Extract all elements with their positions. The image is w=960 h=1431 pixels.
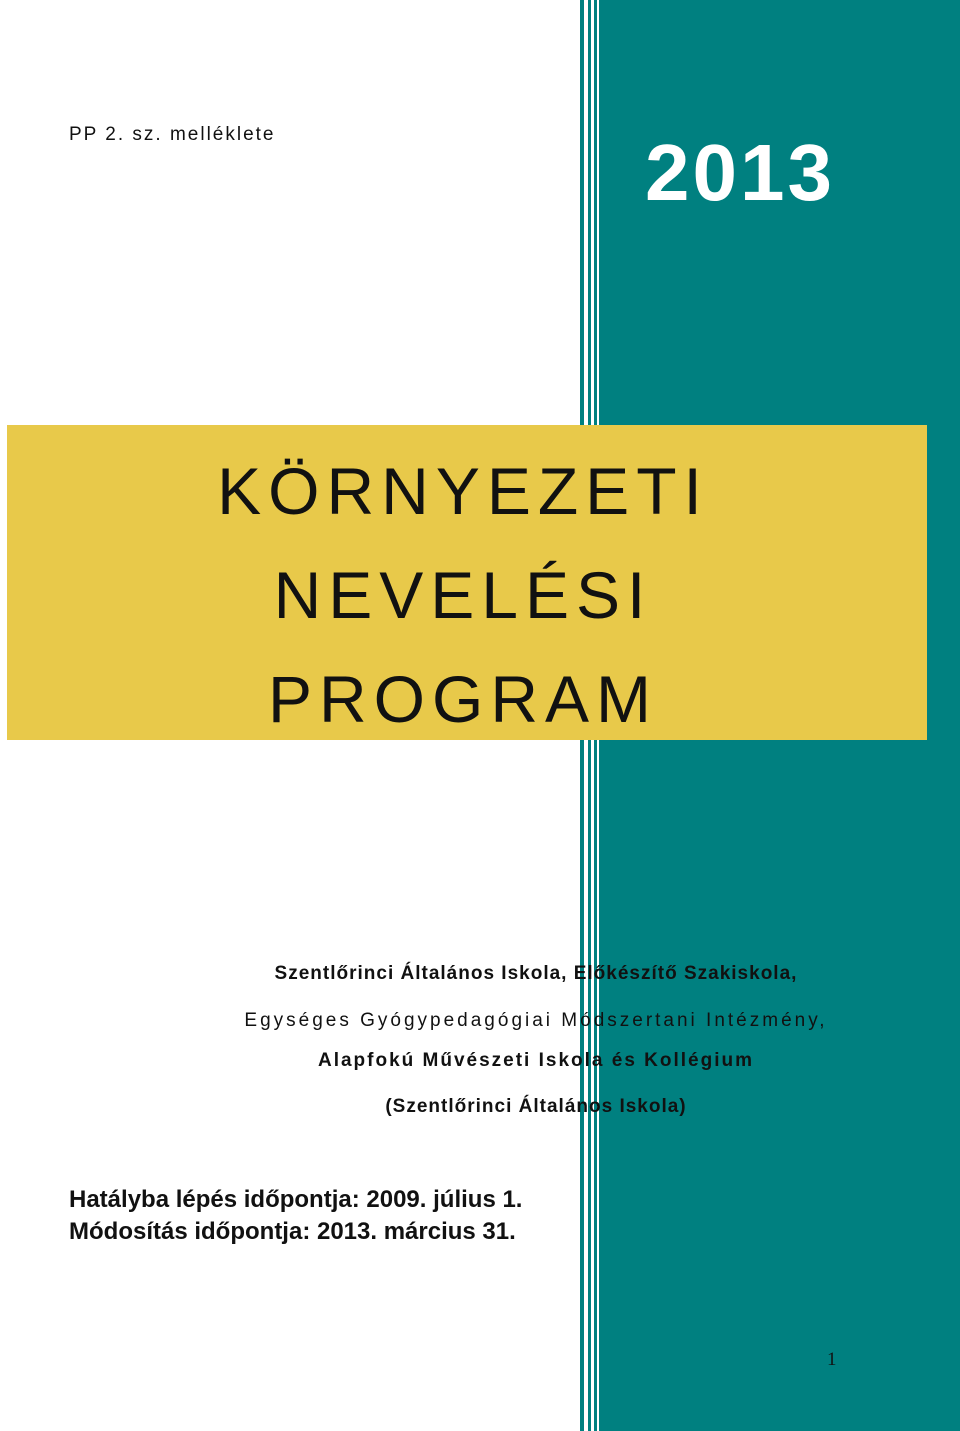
title-line-1: KÖRNYEZETI (217, 454, 709, 528)
effective-date: Hatályba lépés időpontja: 2009. július 1. (69, 1186, 523, 1213)
institution-line-3: Alapfokú Művészeti Iskola és Kollégium (317, 1050, 755, 1071)
year-heading: 2013 (645, 128, 835, 217)
title-line-3: PROGRAM (267, 662, 659, 736)
institution-line-1: Szentlőrinci Általános Iskola, Előkészítő Szakiskola, (274, 963, 798, 984)
attachment-label: PP 2. sz. melléklete (69, 124, 276, 145)
institution-line-4: (Szentlőrinci Általános Iskola) (385, 1096, 687, 1117)
institution-line-2: Egységes Gyógypedagógiai Módszertani Intézmény, (244, 1010, 828, 1031)
page-number: 1 (827, 1349, 837, 1370)
modification-date: Módosítás időpontja: 2013. március 31. (69, 1218, 516, 1245)
title-line-2: NEVELÉSI (273, 558, 653, 632)
